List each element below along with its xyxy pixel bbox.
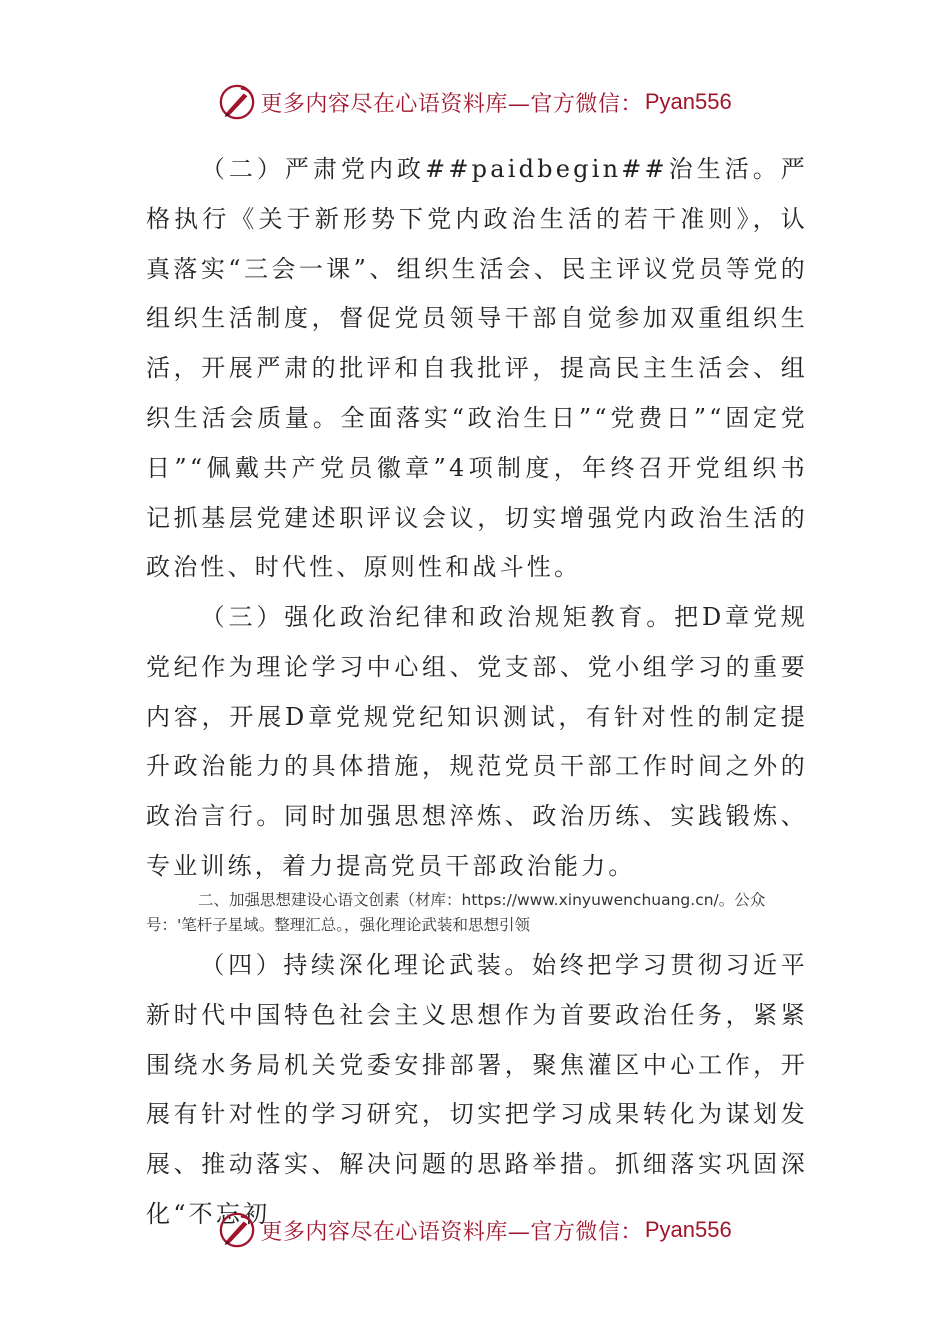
pen-logo-icon	[218, 83, 256, 121]
paragraph-text: （二）严肃党内政##paidbegin##治生活。严格执行《关于新形势下党内政治生活的若干准则》，认真落实“三会一课”、组织生活会、民主评议党员等党的组织生活制度，督促党员领导干部自觉参加双重组织生活，开展严肃的批评和自我批评，提高民主生活会、组织生活会质量。全面落实“政治生日”“党费日”“固定党日”“佩戴共产党员徽章”4项制度，年终召开党组织书记抓基层党建述职评议会议，切实增强党内政治生活的政治性、时代性、原则性和战斗性。	[146, 155, 808, 582]
banner-wechat-id: Pyan556	[644, 1217, 732, 1242]
header-banner	[0, 80, 950, 124]
paragraph-section-3	[146, 593, 808, 892]
banner-text: 更多内容尽在心语资料库—官方微信：	[260, 91, 643, 117]
footer-banner	[0, 1208, 950, 1252]
section-heading-text: 二、加强思想建设心语文创素（材库：https://www.xinyuwenchuang.cn/。公众号：'笔杆子星域。整理汇总。，强化理论武装和思想引领	[146, 891, 766, 934]
section-heading	[146, 888, 810, 938]
banner-wechat-id: Pyan556	[644, 89, 732, 114]
paragraph-section-2	[146, 145, 808, 593]
banner-text: 更多内容尽在心语资料库—官方微信：	[260, 1219, 643, 1245]
paragraph-section-4	[146, 941, 808, 1240]
paragraph-text: （四）持续深化理论武装。始终把学习贯彻习近平新时代中国特色社会主义思想作为首要政治任务，紧紧围绕水务局机关党委安排部署，聚焦灌区中心工作，开展有针对性的学习研究，切实把学习成果转化为谋划发展、推动落实、解决问题的思路举措。抓细落实巩固深化“不忘初	[146, 951, 808, 1228]
paragraph-text: （三）强化政治纪律和政治规矩教育。把D章党规党纪作为理论学习中心组、党支部、党小组学习的重要内容，开展D章党规党纪知识测试，有针对性的制定提升政治能力的具体措施，规范党员干部工作时间之外的政治言行。同时加强思想淬炼、政治历练、实践锻炼、专业训练，着力提高党员干部政治能力。	[146, 603, 808, 880]
pen-logo-icon	[218, 1211, 256, 1249]
